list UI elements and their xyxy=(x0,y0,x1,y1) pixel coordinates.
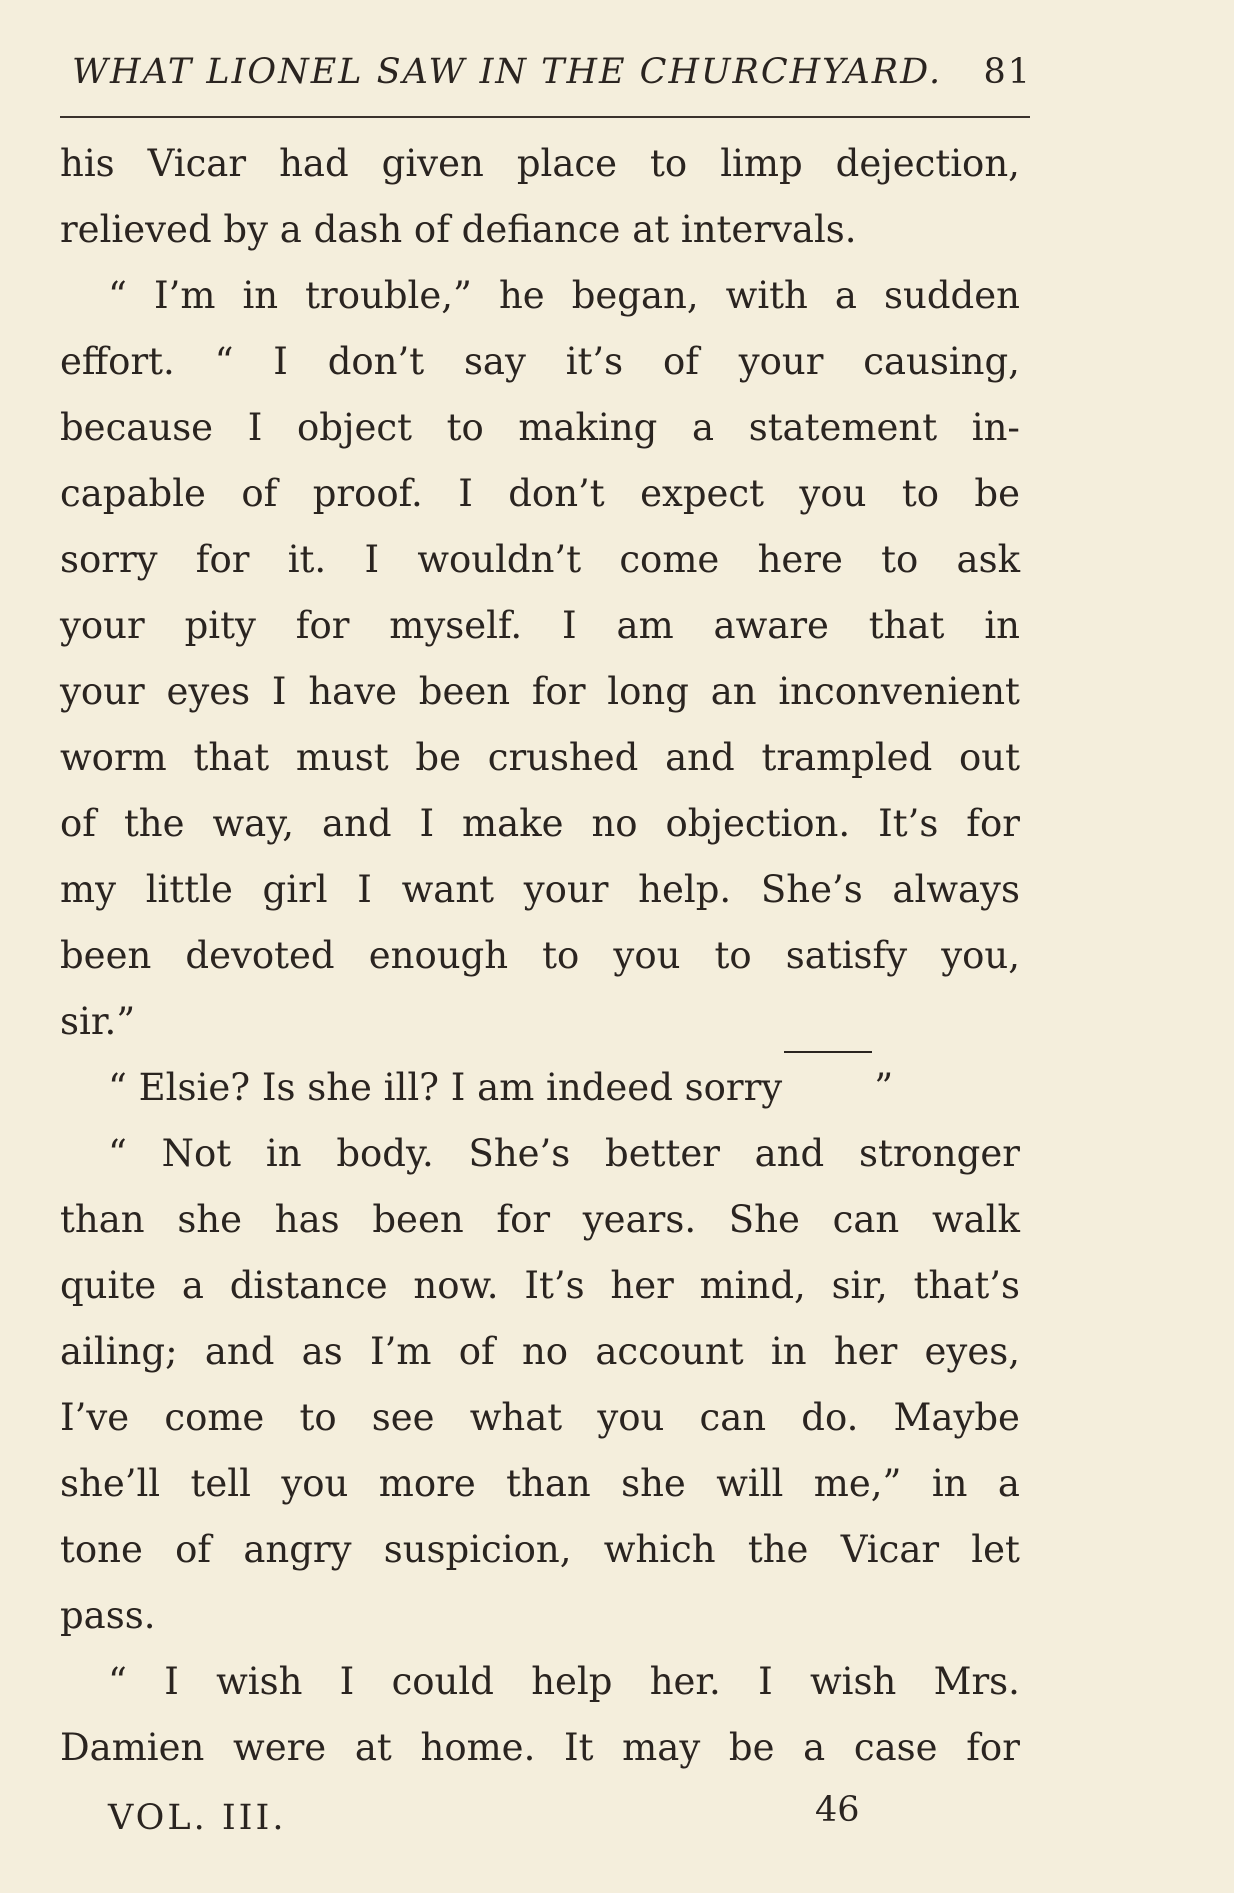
word: than xyxy=(60,1198,145,1241)
word: trampled xyxy=(761,736,933,779)
running-head xyxy=(72,52,1032,102)
word: help xyxy=(531,1660,613,1703)
word: I xyxy=(419,802,435,845)
word: and xyxy=(204,1330,275,1373)
word: it’s xyxy=(565,340,624,383)
text-line xyxy=(60,1583,1020,1649)
text-line xyxy=(60,1517,1020,1583)
word: She xyxy=(728,1198,800,1241)
word: my xyxy=(60,868,116,911)
word: mind, xyxy=(699,1264,806,1307)
word: of xyxy=(60,802,96,845)
word: her. xyxy=(649,1660,721,1703)
running-title: WHAT LIONEL SAW IN THE CHURCHYARD. xyxy=(72,52,943,92)
paragraph-block-1 xyxy=(60,131,1020,1055)
word: pass. xyxy=(60,1594,156,1637)
word: you xyxy=(597,1396,665,1439)
word: more xyxy=(378,1462,476,1505)
text-line xyxy=(60,791,1020,857)
word: your xyxy=(60,670,145,713)
word: I xyxy=(458,472,473,515)
word: I xyxy=(339,1660,355,1703)
word: no xyxy=(591,802,638,845)
word: say xyxy=(463,340,526,383)
word: She’s xyxy=(760,868,863,911)
word: walk xyxy=(931,1198,1020,1241)
word: than xyxy=(506,1462,591,1505)
word: making xyxy=(518,406,658,449)
signature-mark: VOL. III. xyxy=(108,1798,287,1838)
word: as xyxy=(301,1330,343,1373)
word: “ xyxy=(108,1660,127,1703)
word: that’s xyxy=(913,1264,1020,1307)
elsie-line-close-quote: ” xyxy=(874,1066,894,1109)
word: I xyxy=(364,538,380,581)
word: were xyxy=(233,1726,327,1769)
word: she’ll xyxy=(60,1462,161,1505)
word: I xyxy=(271,670,287,713)
word: you xyxy=(613,934,681,977)
word: with xyxy=(725,274,808,317)
text-line xyxy=(60,1649,1020,1715)
word: make xyxy=(462,802,564,845)
word: been xyxy=(372,1198,464,1241)
word: Damien xyxy=(60,1726,205,1769)
word: I xyxy=(247,406,263,449)
word: for xyxy=(531,670,586,713)
word: to xyxy=(446,406,484,449)
word: causing, xyxy=(863,340,1020,383)
word: devoted xyxy=(185,934,335,977)
word: be xyxy=(974,472,1020,515)
sheet-number: 46 xyxy=(815,1790,860,1830)
paragraph-block-2 xyxy=(60,1121,1020,1781)
word: at xyxy=(354,1726,392,1769)
text-line xyxy=(60,923,1020,989)
word: to xyxy=(714,934,752,977)
word: tell xyxy=(190,1462,251,1505)
word: you xyxy=(281,1462,349,1505)
word: distance xyxy=(229,1264,388,1307)
word: sir.” xyxy=(60,1000,136,1043)
em-dash-rule xyxy=(784,1051,872,1117)
word: be xyxy=(415,736,461,779)
text-line xyxy=(60,197,1020,263)
word: Vicar xyxy=(840,1528,940,1571)
word: of xyxy=(662,340,699,383)
text-line xyxy=(60,1451,1020,1517)
text-line xyxy=(60,395,1020,461)
word: may xyxy=(622,1726,701,1769)
word: place xyxy=(516,142,618,185)
text-line-elsie xyxy=(60,1055,1020,1121)
word: of xyxy=(413,208,462,251)
word: can xyxy=(832,1198,900,1241)
text-line xyxy=(60,263,1020,329)
word: home. xyxy=(420,1726,536,1769)
word: to xyxy=(901,472,939,515)
word: been xyxy=(418,670,511,713)
word: a xyxy=(181,1264,204,1307)
word: don’t xyxy=(327,340,425,383)
page-footer xyxy=(0,1790,1234,1840)
word: “ xyxy=(108,274,127,317)
word: your xyxy=(60,604,145,647)
word: an xyxy=(710,670,757,713)
word: at xyxy=(632,208,681,251)
word: better xyxy=(605,1132,720,1175)
word: limp xyxy=(720,142,803,185)
word: the xyxy=(123,802,185,845)
word: and xyxy=(754,1132,825,1175)
word: your xyxy=(738,340,824,383)
word: eyes xyxy=(166,670,251,713)
word: she xyxy=(621,1462,686,1505)
word: a xyxy=(834,274,857,317)
word: wouldn’t xyxy=(417,538,582,581)
word: you, xyxy=(941,934,1020,977)
word: had xyxy=(279,142,349,185)
word: account xyxy=(595,1330,744,1373)
word: of xyxy=(241,472,278,515)
word: way, xyxy=(212,802,294,845)
word: proof. xyxy=(312,472,423,515)
word: objection. xyxy=(665,802,851,845)
word: effort. xyxy=(60,340,175,383)
text-line xyxy=(60,659,1020,725)
word: for xyxy=(966,1726,1020,1769)
word: girl xyxy=(262,868,328,911)
word: to xyxy=(542,934,580,977)
word: because xyxy=(60,406,214,449)
word: been xyxy=(60,934,152,977)
word: I’m xyxy=(153,274,216,317)
word: “ xyxy=(108,1132,127,1175)
word: always xyxy=(892,868,1020,911)
word: She’s xyxy=(468,1132,571,1175)
word: I xyxy=(164,1660,179,1703)
word: want xyxy=(401,868,495,911)
word: to xyxy=(650,142,688,185)
word: be xyxy=(728,1726,775,1769)
word: eyes, xyxy=(924,1330,1020,1373)
word: ask xyxy=(956,538,1020,581)
word: I’ve xyxy=(60,1396,130,1439)
word: sorry xyxy=(60,538,158,581)
text-line xyxy=(60,1385,1020,1451)
word: to xyxy=(299,1396,337,1439)
word: now. xyxy=(413,1264,499,1307)
elsie-line-text: “ Elsie? Is she ill? I am indeed sorry xyxy=(108,1066,783,1109)
word: and xyxy=(321,802,392,845)
word: It xyxy=(564,1726,594,1769)
word: dejection, xyxy=(835,142,1020,185)
word: ailing; xyxy=(60,1330,178,1373)
word: “ xyxy=(214,340,234,383)
word: in xyxy=(265,1132,302,1175)
word: wish xyxy=(809,1660,897,1703)
word: by xyxy=(223,208,280,251)
word: in xyxy=(770,1330,807,1373)
text-line xyxy=(60,329,1020,395)
word: object xyxy=(297,406,412,449)
header-rule xyxy=(60,116,1030,118)
word: come xyxy=(619,538,720,581)
word: out xyxy=(959,736,1020,779)
word: body. xyxy=(336,1132,434,1175)
word: her xyxy=(833,1330,898,1373)
word: myself. xyxy=(389,604,523,647)
word: her xyxy=(610,1264,674,1307)
word: do. xyxy=(801,1396,859,1439)
word: pity xyxy=(184,604,256,647)
word: she xyxy=(177,1198,243,1241)
word: I xyxy=(758,1660,773,1703)
text-line xyxy=(60,1319,1020,1385)
word: statement xyxy=(748,406,938,449)
word: and xyxy=(665,736,735,779)
word: defiance xyxy=(461,208,633,251)
word: for xyxy=(496,1198,551,1241)
word: long xyxy=(607,670,689,713)
word: has xyxy=(274,1198,340,1241)
word: trouble,” xyxy=(305,274,472,317)
word: that xyxy=(193,736,270,779)
word: which xyxy=(603,1528,716,1571)
word: given xyxy=(381,142,484,185)
text-line xyxy=(60,593,1020,659)
word: in- xyxy=(971,406,1020,449)
word: I xyxy=(562,604,577,647)
word: you xyxy=(799,472,867,515)
word: a xyxy=(803,1726,826,1769)
text-line xyxy=(60,1187,1020,1253)
word: expect xyxy=(640,472,765,515)
word: for xyxy=(295,604,350,647)
word: Not xyxy=(161,1132,232,1175)
word: stronger xyxy=(858,1132,1020,1175)
word: Mrs. xyxy=(933,1660,1020,1703)
word: enough xyxy=(368,934,509,977)
word: for xyxy=(195,538,250,581)
page-number: 81 xyxy=(983,52,1032,92)
word: angry xyxy=(243,1528,352,1571)
word: It’s xyxy=(878,802,939,845)
word: me,” xyxy=(813,1462,902,1505)
word: quite xyxy=(60,1264,157,1307)
word: in xyxy=(984,604,1020,647)
word: satisfy xyxy=(785,934,908,977)
word: crushed xyxy=(487,736,639,779)
word: relieved xyxy=(60,208,224,251)
text-line xyxy=(60,1253,1020,1319)
word: I xyxy=(273,340,288,383)
word: no xyxy=(521,1330,569,1373)
text-line xyxy=(60,857,1020,923)
text-line xyxy=(60,1715,1020,1781)
word: intervals. xyxy=(680,208,857,251)
word: must xyxy=(295,736,389,779)
word: could xyxy=(391,1660,494,1703)
word: began, xyxy=(571,274,699,317)
word: what xyxy=(469,1396,563,1439)
word: it. xyxy=(287,538,327,581)
text-line xyxy=(60,1121,1020,1187)
word: wish xyxy=(216,1660,303,1703)
word: dash xyxy=(313,208,414,251)
text-line xyxy=(60,725,1020,791)
body-text xyxy=(60,131,1020,1781)
word: come xyxy=(164,1396,265,1439)
word: case xyxy=(853,1726,938,1769)
word: of xyxy=(458,1330,495,1373)
word: he xyxy=(498,274,545,317)
word: capable xyxy=(60,472,206,515)
text-line xyxy=(60,461,1020,527)
word: years. xyxy=(582,1198,697,1241)
word: here xyxy=(757,538,843,581)
word: It’s xyxy=(524,1264,585,1307)
word: Vicar xyxy=(147,142,247,185)
word: I’m xyxy=(369,1330,432,1373)
text-line xyxy=(60,131,1020,197)
word: see xyxy=(371,1396,435,1439)
word: his xyxy=(60,142,115,185)
word: a xyxy=(997,1462,1020,1505)
word: worm xyxy=(60,736,167,779)
word: in xyxy=(931,1462,968,1505)
word: don’t xyxy=(508,472,605,515)
word: little xyxy=(145,868,233,911)
word: am xyxy=(616,604,674,647)
word: of xyxy=(175,1528,212,1571)
word: I xyxy=(357,868,372,911)
word: have xyxy=(308,670,398,713)
word: sudden xyxy=(884,274,1020,317)
word: a xyxy=(279,208,314,251)
word: let xyxy=(971,1528,1020,1571)
word: help. xyxy=(638,868,732,911)
word: in xyxy=(242,274,279,317)
word: can xyxy=(699,1396,767,1439)
word: that xyxy=(868,604,945,647)
word: sir, xyxy=(831,1264,888,1307)
word: the xyxy=(747,1528,809,1571)
word: Maybe xyxy=(893,1396,1020,1439)
word: suspicion, xyxy=(383,1528,572,1571)
text-line xyxy=(60,989,1020,1055)
word: for xyxy=(966,802,1020,845)
word: a xyxy=(691,406,715,449)
word: your xyxy=(523,868,609,911)
word: to xyxy=(881,538,919,581)
word: tone xyxy=(60,1528,143,1571)
word: inconvenient xyxy=(778,670,1020,713)
word: will xyxy=(716,1462,784,1505)
word: aware xyxy=(713,604,829,647)
text-line xyxy=(60,527,1020,593)
